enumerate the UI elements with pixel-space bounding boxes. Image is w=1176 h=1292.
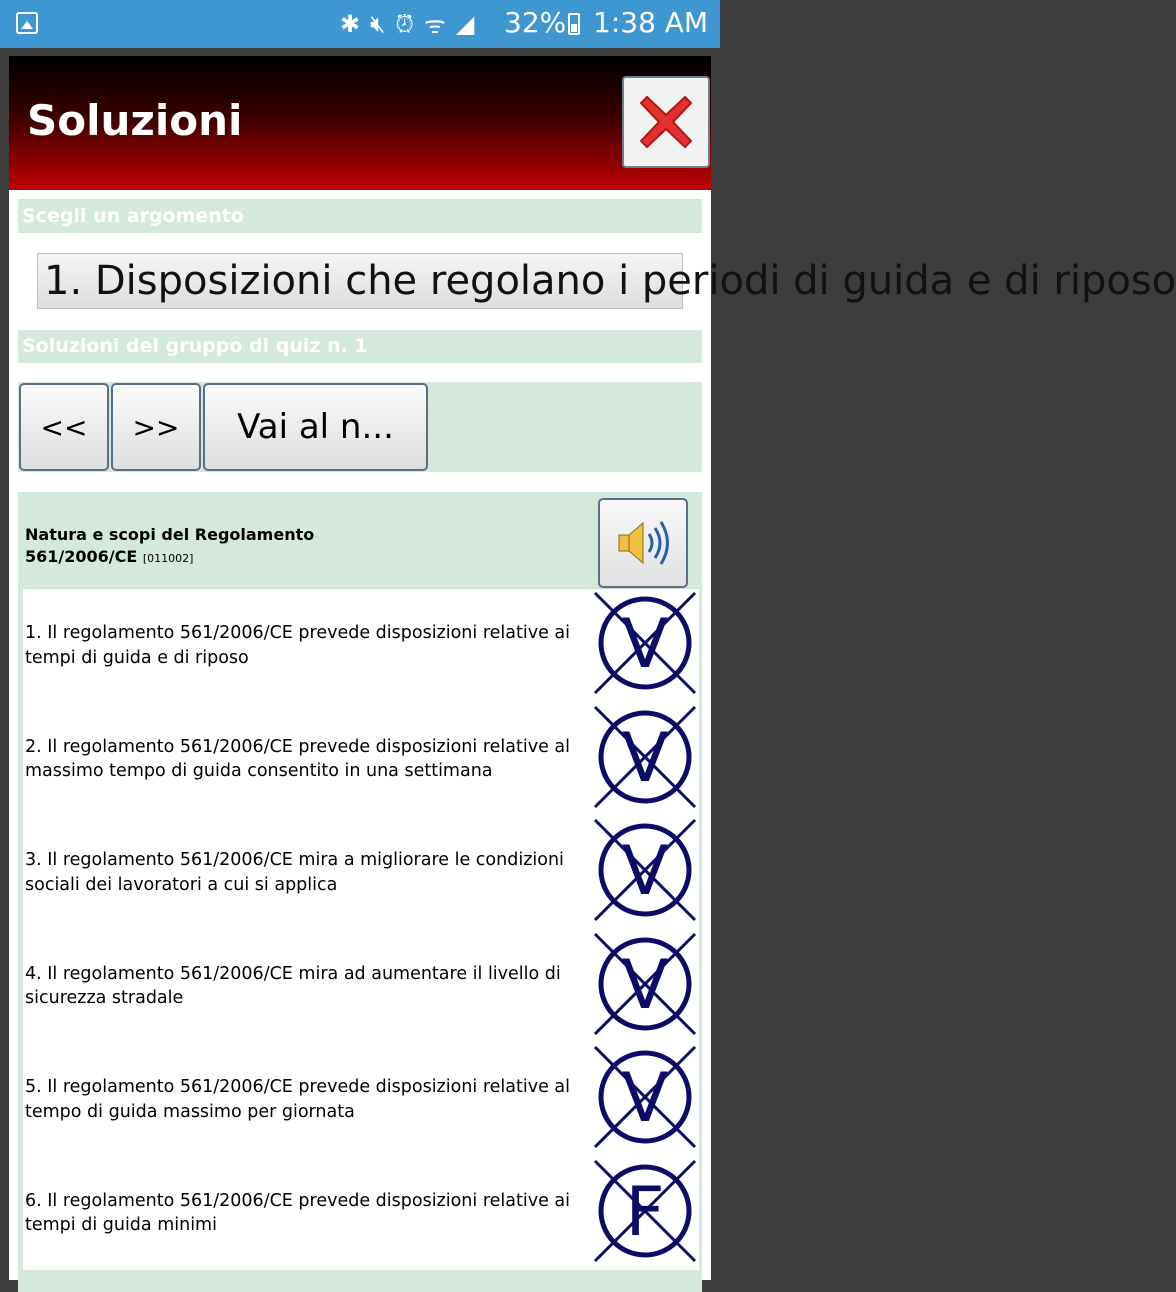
question-title-line1: Natura e scopi del Regolamento (25, 525, 315, 544)
topic-label: Scegli un argomento (18, 199, 702, 233)
navigation-bar (18, 382, 702, 472)
status-bar (0, 0, 720, 48)
answer-mark-letter: V (621, 945, 669, 1025)
answer-row (23, 589, 699, 703)
prev-button[interactable]: << (19, 383, 109, 471)
true-answer-icon (591, 589, 699, 697)
app-window (9, 56, 1176, 1280)
page-title: Soluzioni (27, 96, 243, 145)
speaker-icon (615, 518, 671, 568)
group-label: Soluzioni del gruppo di quiz n. 1 (18, 330, 702, 363)
true-answer-icon (591, 703, 699, 811)
battery-icon (568, 13, 580, 35)
answer-list (23, 589, 699, 1270)
answer-text: 2. Il regolamento 561/2006/CE prevede disposizioni relative al massimo tempo di guida consentito in una settimana (25, 736, 570, 781)
answer-text: 4. Il regolamento 561/2006/CE mira ad aumentare il livello di sicurezza stradale (25, 963, 561, 1008)
gallery-icon (16, 12, 38, 34)
battery-percentage: 32% (504, 6, 567, 39)
status-icons (340, 10, 474, 38)
answer-mark-letter: V (621, 605, 669, 684)
true-answer-icon (591, 816, 699, 924)
bluetooth-icon: ✱ (340, 10, 361, 38)
goto-button[interactable]: Vai al n... (203, 383, 428, 471)
clock: 1:38 AM (593, 6, 709, 39)
true-answer-icon (591, 930, 699, 1038)
topic-select[interactable] (37, 253, 1176, 309)
answer-row (23, 1157, 699, 1271)
topic-select-value: 1. Disposizioni che regolano i periodi di guida e di riposo (44, 258, 1176, 304)
answer-row (23, 1043, 699, 1157)
question-panel (18, 492, 702, 1292)
mute-icon: 🔇︎ (370, 10, 386, 38)
answer-text: 1. Il regolamento 561/2006/CE prevede disposizioni relative ai tempi di guida e di riposo (25, 623, 570, 668)
question-title (25, 524, 314, 570)
answer-mark-letter: V (621, 832, 669, 911)
answer-row (23, 816, 699, 930)
close-x-icon (637, 93, 695, 151)
answer-mark-letter: F (625, 1172, 665, 1252)
answer-mark-letter: V (621, 1059, 669, 1138)
wifi-icon: ᯤ (423, 10, 446, 39)
speaker-button[interactable] (598, 498, 688, 588)
answer-row (23, 930, 699, 1044)
question-code: [011002] (142, 552, 194, 565)
close-button[interactable] (622, 76, 710, 168)
answer-text: 5. Il regolamento 561/2006/CE prevede disposizioni relative al tempo di guida massimo per giornata (25, 1077, 570, 1122)
next-button[interactable]: >> (111, 383, 201, 471)
answer-text: 3. Il regolamento 561/2006/CE mira a migliorare le condizioni sociali dei lavoratori a cui si applica (25, 850, 564, 895)
answer-text: 6. Il regolamento 561/2006/CE prevede disposizioni relative ai tempi di guida minimi (25, 1190, 570, 1235)
question-header (23, 496, 699, 589)
true-answer-icon (591, 1043, 699, 1151)
answer-mark-letter: V (621, 718, 669, 798)
question-title-line2: 561/2006/CE (25, 547, 138, 566)
title-bar (9, 56, 711, 190)
alarm-icon: ⏰︎ (395, 10, 414, 38)
signal-icon: ◢ (455, 10, 475, 38)
false-answer-icon (591, 1157, 699, 1265)
answer-row (23, 703, 699, 817)
